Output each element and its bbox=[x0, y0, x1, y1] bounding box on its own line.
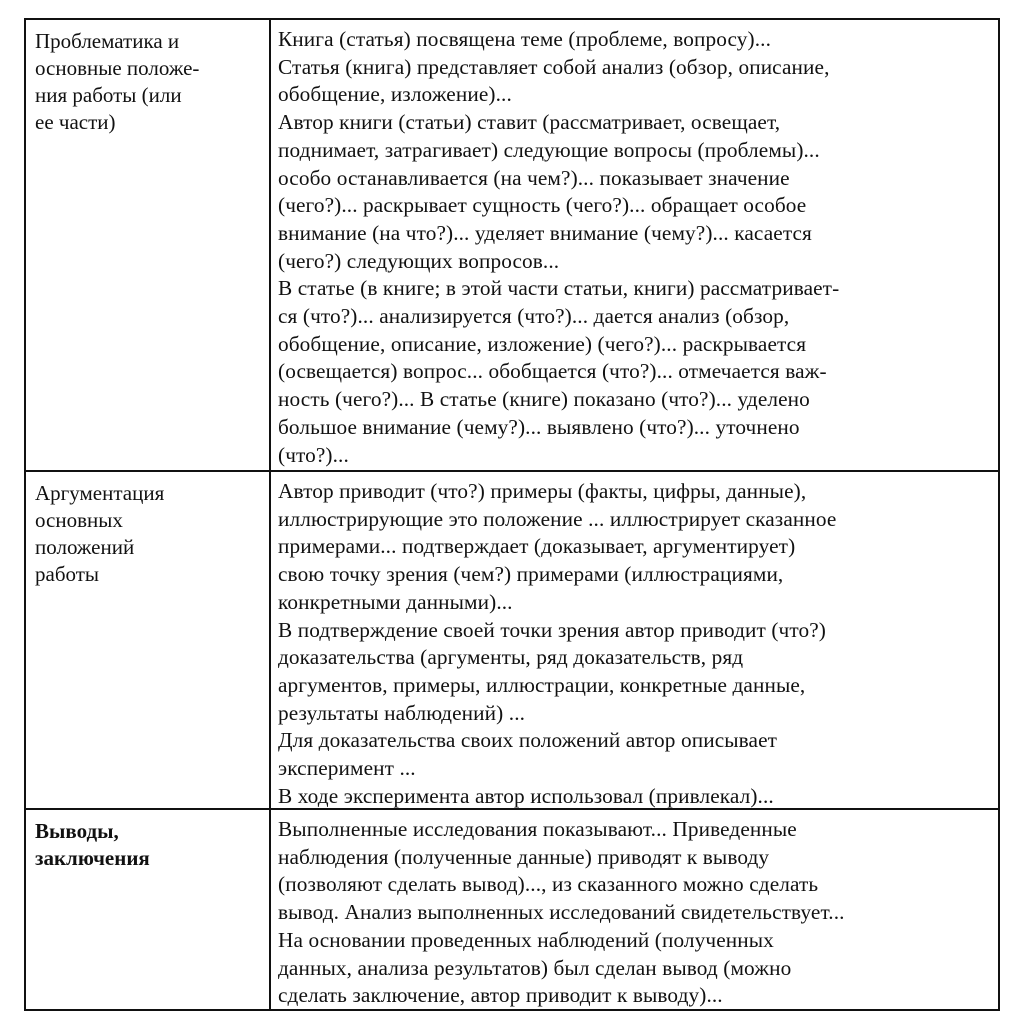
row-2-heading-line: основных bbox=[35, 508, 123, 532]
phrase-line: (освещается) вопрос... обобщается (что?)... отмечается важ- bbox=[278, 359, 827, 384]
phrase-line: особо останавливается (на чем?)... показывает значение bbox=[278, 165, 790, 190]
phrase-line: свою точку зрения (чем?) примерами (иллюстрациями, bbox=[278, 562, 784, 587]
phrase-line: наблюдения (полученные данные) приводят к выводу bbox=[278, 844, 770, 869]
phrase-line: внимание (на что?)... уделяет внимание (чему?)... касается bbox=[278, 220, 812, 245]
phrase-line: обобщение, описание, изложение) (чего?)... раскрывается bbox=[278, 331, 807, 356]
phrase-line: обобщение, изложение)... bbox=[278, 82, 512, 107]
phrase-line: результаты наблюдений) ... bbox=[278, 700, 526, 725]
phrase-line: примерами... подтверждает (доказывает, аргументирует) bbox=[278, 534, 796, 559]
phrase-line: сделать заключение, автор приводит к выводу)... bbox=[278, 983, 723, 1008]
phrase-line: (чего?)... раскрывает сущность (чего?)... обращает особое bbox=[278, 193, 807, 218]
row-1-heading bbox=[26, 20, 271, 472]
phrase-line: На основании проведенных наблюдений (полученных bbox=[278, 927, 774, 952]
phrase-line: иллюстрирующие это положение ... иллюстрирует сказанное bbox=[278, 506, 837, 531]
row-3-heading bbox=[26, 810, 271, 1009]
phrase-line: ность (чего?)... В статье (книге) показано (что?)... уделено bbox=[278, 387, 810, 412]
row-2-heading-line: работы bbox=[35, 562, 100, 586]
row-2-heading bbox=[26, 472, 271, 810]
phrase-line: Статья (книга) представляет собой анализ (обзор, описание, bbox=[278, 54, 830, 79]
row-1-heading-line: ее части) bbox=[35, 110, 116, 134]
phrase-line: (позволяют сделать вывод)..., из сказанного можно сделать bbox=[278, 872, 819, 897]
phrase-line: В статье (в книге; в этой части статьи, книги) рассматривает- bbox=[278, 276, 840, 301]
phrase-line: аргументов, примеры, иллюстрации, конкретные данные, bbox=[278, 672, 806, 697]
phrase-line: данных, анализа результатов) был сделан вывод (можно bbox=[278, 955, 792, 980]
phrase-line: конкретными данными)... bbox=[278, 589, 513, 614]
row-3-heading-line: заключения bbox=[35, 846, 150, 870]
phrase-line: ся (что?)... анализируется (что?)... дается анализ (обзор, bbox=[278, 304, 790, 329]
row-1-phrases bbox=[271, 20, 998, 472]
row-2-heading-line: положений bbox=[35, 535, 135, 559]
phrase-line: вывод. Анализ выполненных исследований свидетельствует... bbox=[278, 900, 845, 925]
row-2-phrases bbox=[271, 472, 998, 810]
phrase-line: поднимает, затрагивает) следующие вопросы (проблемы)... bbox=[278, 137, 820, 162]
phrase-line: доказательства (аргументы, ряд доказательств, ряд bbox=[278, 645, 744, 670]
phrase-line: эксперимент ... bbox=[278, 756, 416, 781]
phrase-line: (что?)... bbox=[278, 442, 349, 467]
row-2-heading-line: Аргументация bbox=[35, 481, 165, 505]
phrase-line: большое внимание (чему?)... выявлено (что?)... уточнено bbox=[278, 414, 800, 439]
row-1-heading-line: Проблематика и bbox=[35, 29, 180, 53]
phrase-line: Автор приводит (что?) примеры (факты, цифры, данные), bbox=[278, 479, 807, 503]
phrase-line: Автор книги (статьи) ставит (рассматривает, освещает, bbox=[278, 110, 781, 135]
phrase-line: Выполненные исследования показывают... Приведенные bbox=[278, 817, 797, 841]
row-3-heading-line: Выводы, bbox=[35, 819, 119, 843]
phrase-line: В ходе эксперимента автор использовал (привлекал)... bbox=[278, 783, 774, 808]
phrase-line: Книга (статья) посвящена теме (проблеме, вопросу)... bbox=[278, 27, 772, 51]
phrase-line: Для доказательства своих положений автор описывает bbox=[278, 728, 778, 753]
review-phrases-table bbox=[24, 18, 1000, 1011]
row-3-phrases bbox=[271, 810, 998, 1009]
phrase-line: (чего?) следующих вопросов... bbox=[278, 248, 560, 273]
phrase-line: В подтверждение своей точки зрения автор приводит (что?) bbox=[278, 617, 826, 642]
row-1-heading-line: основные положе- bbox=[35, 56, 200, 80]
row-1-heading-line: ния работы (или bbox=[35, 83, 182, 107]
